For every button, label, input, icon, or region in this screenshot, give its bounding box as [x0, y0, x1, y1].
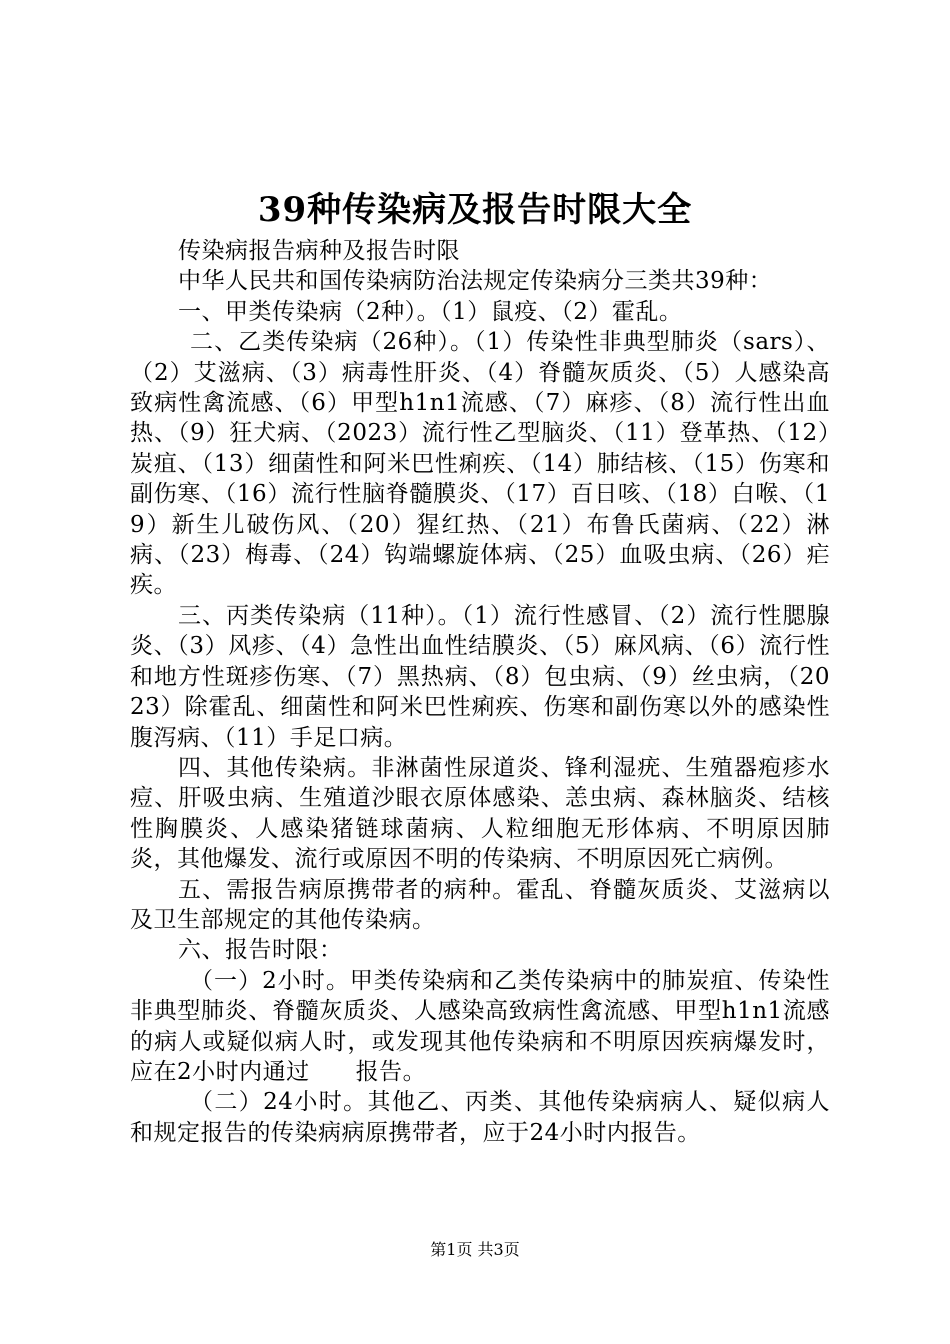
paragraph-other-diseases: 四、其他传染病。非淋菌性尿道炎、锋利湿疣、生殖器疱疹水痘、肝吸虫病、生殖道沙眼衣原体感染、恙虫病、森林脑炎、结核性胸膜炎、人感染猪链球菌病、人粒细胞无形体病、不明原因肺炎，其他爆发、流行或原因不明的传染病、不明原因死亡病例。	[130, 754, 830, 873]
paragraph-time-limit-heading: 六、报告时限：	[178, 937, 343, 964]
paragraph-two-hours	[130, 966, 830, 1088]
paragraph-twenty-four-hours: （二）24小时。其他乙、丙类、其他传染病病人、疑似病人和规定报告的传染病病原携带者，应于24小时内报告。	[130, 1089, 830, 1146]
paragraph-class-a: 一、甲类传染病（2种）。（1）鼠疫、（2）霍乱。	[178, 298, 683, 325]
two-hours-text: （一）2小时。甲类传染病和乙类传染病中的肺炭疽、传染性非典型肺炎、脊髓灰质炎、人感染高致病性禽流感、甲型h1n1流感的病人或疑似病人时，或发现其他传染病和不明原因疾病爆发时，应在2小时内通过	[130, 967, 830, 1085]
paragraph-class-b: 二、乙类传染病（26种）。（1）传染性非典型肺炎（sars）、（2）艾滋病、（3）病毒性肝炎、（4）脊髓灰质炎、（5）人感染高致病性禽流感、（6）甲型h1n1流感、（7）麻疹、（8）流行性出血热、（9）狂犬病、（2023）流行性乙型脑炎、（11）登革热、（12）炭疽、（13）细菌性和阿米巴性痢疾、（14）肺结核、（15）伤寒和副伤寒、（16）流行性脑脊髓膜炎、（17）百日咳、（18）白喉、（19）新生儿破伤风、（20）猩红热、（21）布鲁氏菌病、（22）淋病、（23）梅毒、（24）钩端螺旋体病、（25）血吸虫病、（26）疟疾。	[130, 329, 830, 599]
page-footer: 第1页 共3页	[430, 1240, 520, 1259]
paragraph-carriers: 五、需报告病原携带者的病种。霍乱、脊髓灰质炎、艾滋病以及卫生部规定的其他传染病。	[130, 876, 830, 933]
paragraph-intro: 中华人民共和国传染病防治法规定传染病分三类共39种：	[178, 268, 773, 295]
paragraph-class-c: 三、丙类传染病（11种）。（1）流行性感冒、（2）流行性腮腺炎、（3）风疹、（4）急性出血性结膜炎、（5）麻风病、（6）流行性和地方性斑疹伤寒、（7）黑热病、（8）包虫病、（9）丝虫病，（2023）除霍乱、细菌性和阿米巴性痢疾、伤寒和副伤寒以外的感染性腹泻病、（11）手足口病。	[130, 602, 830, 751]
document-title: 39种传染病及报告时限大全	[257, 190, 693, 230]
paragraph-subtitle: 传染病报告病种及报告时限	[178, 238, 460, 264]
document-body	[130, 236, 830, 1148]
two-hours-report: 报告。	[355, 1058, 427, 1085]
